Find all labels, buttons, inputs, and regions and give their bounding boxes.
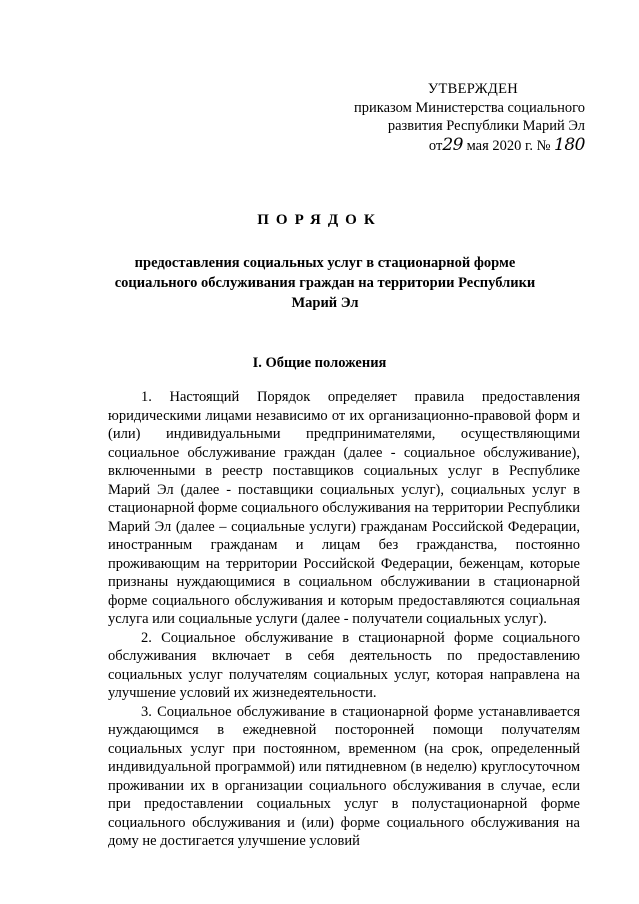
document-title: ПОРЯДОК (257, 212, 382, 228)
paragraph-2: 2. Социальное обслуживание в стационарной форме социального обслуживания включает в себя деятельность по предоставлению социальных услуг получателям социальных услуг, которая направлена на улучшение условий их жизнедеятельности. (108, 629, 580, 701)
document-body (108, 388, 580, 851)
approval-line-2: развития Республики Марий Эл (387, 118, 585, 134)
date-middle: мая 2020 г. № (466, 137, 551, 154)
date-prefix: от (428, 137, 443, 154)
approval-stamp (300, 80, 585, 155)
approval-line-1: приказом Министерства социального (353, 99, 585, 116)
document-subtitle: предоставления социальных услуг в стационарной форме социального обслуживания граждан на территории Республики Марий Эл (114, 255, 536, 311)
handwritten-number: 180 (554, 134, 585, 155)
approval-date-line (300, 136, 585, 156)
paragraph-1: 1. Настоящий Порядок определяет правила предоставления юридическими лицами независимо от их организационно-правовой форм и (или) индивидуальными предпринимателями, осуществляющими социальное обслуживание граждан (далее - социальное обслуживание), включенными в реестр поставщиков социальных услуг в Республике Марий Эл (далее - поставщики социальных услуг), социальных услуг в стационарной форме социального обслуживания на территории Республики Марий Эл (далее – социальные услуги) гражданам Российской Федерации, иностранным гражданам и лицам без гражданства, постоянно проживающим на территории Российской Федерации, беженцам, которые признаны нуждающимися в социальном обслуживании в стационарной форме социального обслуживания и которым предоставляются социальная услуга или социальные услуги (далее - получатели социальных услуг). (108, 389, 580, 627)
approval-heading: УТВЕРЖДЕН (427, 81, 518, 97)
section-heading: I. Общие положения (252, 355, 387, 371)
paragraph-3: 3. Социальное обслуживание в стационарной форме устанавливается нуждающимся в ежедневной посторонней помощи получателям социальных услуг при постоянном, временном (на срок, определенный индивидуальной программой) или пятидневном (в неделю) круглосуточном проживании их в организации социального обслуживания в случае, если при предоставлении социальных услуг в полустационарной форме социального обслуживания и (или) форме социального обслуживания на дому не достигается улучшение условий (108, 703, 580, 849)
handwritten-day: 29 (442, 134, 463, 155)
